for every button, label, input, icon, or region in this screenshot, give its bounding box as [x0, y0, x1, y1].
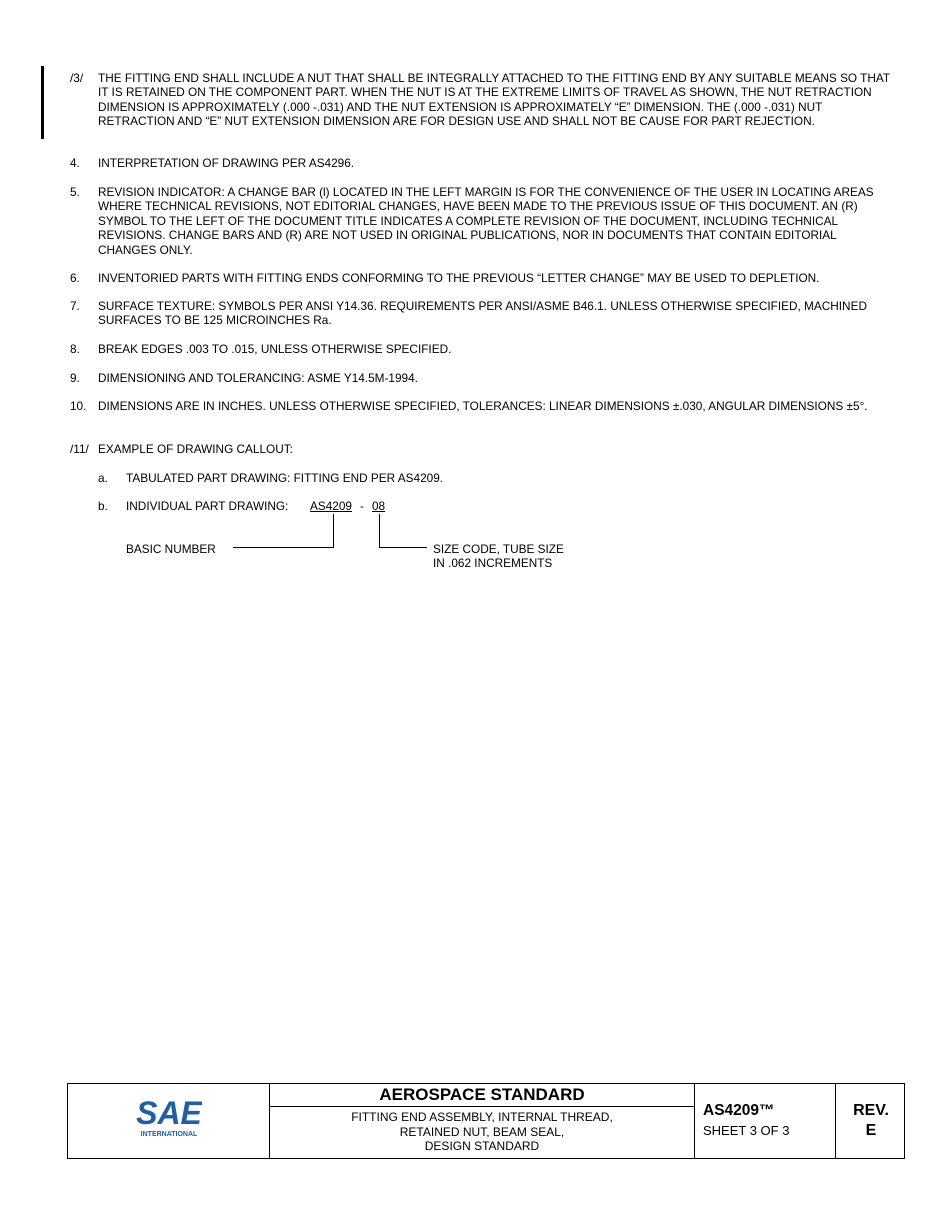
note-number: 4. — [70, 156, 80, 170]
note-text: DIMENSIONING AND TOLERANCING: ASME Y14.5M-1994. — [98, 371, 418, 385]
callout-size-code: 08 — [372, 499, 386, 513]
note-text: EXAMPLE OF DRAWING CALLOUT: — [98, 442, 293, 456]
leader-line-size-vertical — [379, 514, 380, 548]
revision-change-bar — [41, 66, 44, 139]
aerospace-standard-header: AEROSPACE STANDARD — [270, 1084, 694, 1107]
note-8 — [70, 342, 890, 356]
leader-line-size-horizontal — [379, 547, 427, 548]
note-9 — [70, 371, 890, 385]
note-number: 6. — [70, 271, 80, 285]
sub-item-b — [98, 499, 288, 513]
note-11 — [70, 442, 890, 456]
note-text: SURFACE TEXTURE: SYMBOLS PER ANSI Y14.36. REQUIREMENTS PER ANSI/ASME B46.1. UNLESS OTHERWISE SPECIFIED, MACHINED SURFACES TO BE 125 MICROINCHES Ra. — [98, 299, 867, 328]
note-text: INTERPRETATION OF DRAWING PER AS4296. — [98, 156, 355, 170]
note-10 — [70, 399, 890, 413]
document-number: AS4209™ — [703, 1102, 775, 1119]
note-7 — [70, 299, 890, 328]
basic-number-label: BASIC NUMBER — [126, 542, 216, 556]
size-code-label-line2: IN .062 INCREMENTS — [433, 556, 553, 570]
note-number: 5. — [70, 185, 80, 199]
note-text: INVENTORIED PARTS WITH FITTING ENDS CONFORMING TO THE PREVIOUS “LETTER CHANGE” MAY BE USED TO DEPLETION. — [98, 271, 820, 285]
sub-item-text: TABULATED PART DRAWING: FITTING END PER AS4209. — [126, 471, 444, 485]
note-text: THE FITTING END SHALL INCLUDE A NUT THAT SHALL BE INTEGRALLY ATTACHED TO THE FITTING END BY ANY SUITABLE MEANS SO THAT IT IS RETAINED ON THE COMPONENT PART. WHEN THE NUT IS AT THE EXTREME LIMITS OF TRAVEL AS SHOWN, THE NUT RETRACTION DIMENSION IS APPROXIMATELY (.000 -.031) AND THE NUT EXTENSION IS APPROXIMATELY “E” DIMENSION. THE (.000 -.031) NUT RETRACTION AND “E” NUT EXTENSION DIMENSION ARE FOR DESIGN USE AND SHALL NOT BE CAUSE FOR PART REJECTION. — [98, 71, 890, 129]
sub-item-letter: a. — [98, 471, 108, 485]
title-line-1: FITTING END ASSEMBLY, INTERNAL THREAD, — [351, 1110, 613, 1124]
logo-subtext: INTERNATIONAL — [140, 1131, 198, 1138]
note-number: 7. — [70, 299, 80, 313]
note-number: /11/ — [70, 442, 89, 456]
revision-value: E — [865, 1122, 877, 1139]
callout-dash: - — [360, 499, 364, 513]
note-5 — [70, 185, 890, 257]
sub-item-a — [98, 471, 443, 485]
revision-cell — [836, 1084, 906, 1158]
title-block — [67, 1083, 905, 1159]
title-line-3: DESIGN STANDARD — [424, 1139, 540, 1153]
note-text: BREAK EDGES .003 TO .015, UNLESS OTHERWISE SPECIFIED. — [98, 342, 452, 356]
note-6 — [70, 271, 890, 285]
note-number: 10. — [70, 399, 87, 413]
size-code-label-line1: SIZE CODE, TUBE SIZE — [433, 542, 564, 556]
revision — [836, 1101, 906, 1141]
note-number: 8. — [70, 342, 80, 356]
note-number: /3/ — [70, 71, 84, 85]
note-4 — [70, 156, 890, 170]
title-line-2: RETAINED NUT, BEAM SEAL, — [399, 1124, 565, 1139]
note-text: REVISION INDICATOR: A CHANGE BAR (l) LOCATED IN THE LEFT MARGIN IS FOR THE CONVENIENCE OF THE USER IN LOCATING AREAS WHERE TECHNICAL REVISIONS, NOT EDITORIAL CHANGES, HAVE BEEN MADE TO THE PREVIOUS ISSUE OF THIS DOCUMENT. AN (R) SYMBOL TO THE LEFT OF THE DOCUMENT TITLE INDICATES A COMPLETE REVISION OF THE DOCUMENT, INCLUDING TECHNICAL REVISIONS. CHANGE BARS AND (R) ARE NOT USED IN ORIGINAL PUBLICATIONS, NOR IN DOCUMENTS THAT CONTAIN EDITORIAL CHANGES ONLY. — [98, 185, 874, 257]
sheet-number: SHEET 3 OF 3 — [703, 1123, 790, 1138]
note-3 — [70, 71, 890, 129]
sub-item-letter: b. — [98, 499, 108, 513]
logo-cell — [68, 1084, 270, 1158]
title-cell — [270, 1084, 695, 1158]
leader-line-basic-vertical — [333, 514, 334, 548]
document-number-cell — [695, 1084, 836, 1158]
revision-label: REV. — [853, 1102, 889, 1119]
callout-basic-number: AS4209 — [310, 499, 352, 513]
sub-item-text: INDIVIDUAL PART DRAWING: — [126, 499, 289, 513]
document-title — [270, 1110, 694, 1154]
note-number: 9. — [70, 371, 80, 385]
sae-logo — [136, 1094, 202, 1140]
logo-wordmark: SAE — [136, 1095, 202, 1131]
leader-line-basic-horizontal — [233, 547, 334, 548]
note-text: DIMENSIONS ARE IN INCHES. UNLESS OTHERWISE SPECIFIED, TOLERANCES: LINEAR DIMENSIONS ±.030, ANGULAR DIMENSIONS ±5°. — [98, 399, 868, 413]
